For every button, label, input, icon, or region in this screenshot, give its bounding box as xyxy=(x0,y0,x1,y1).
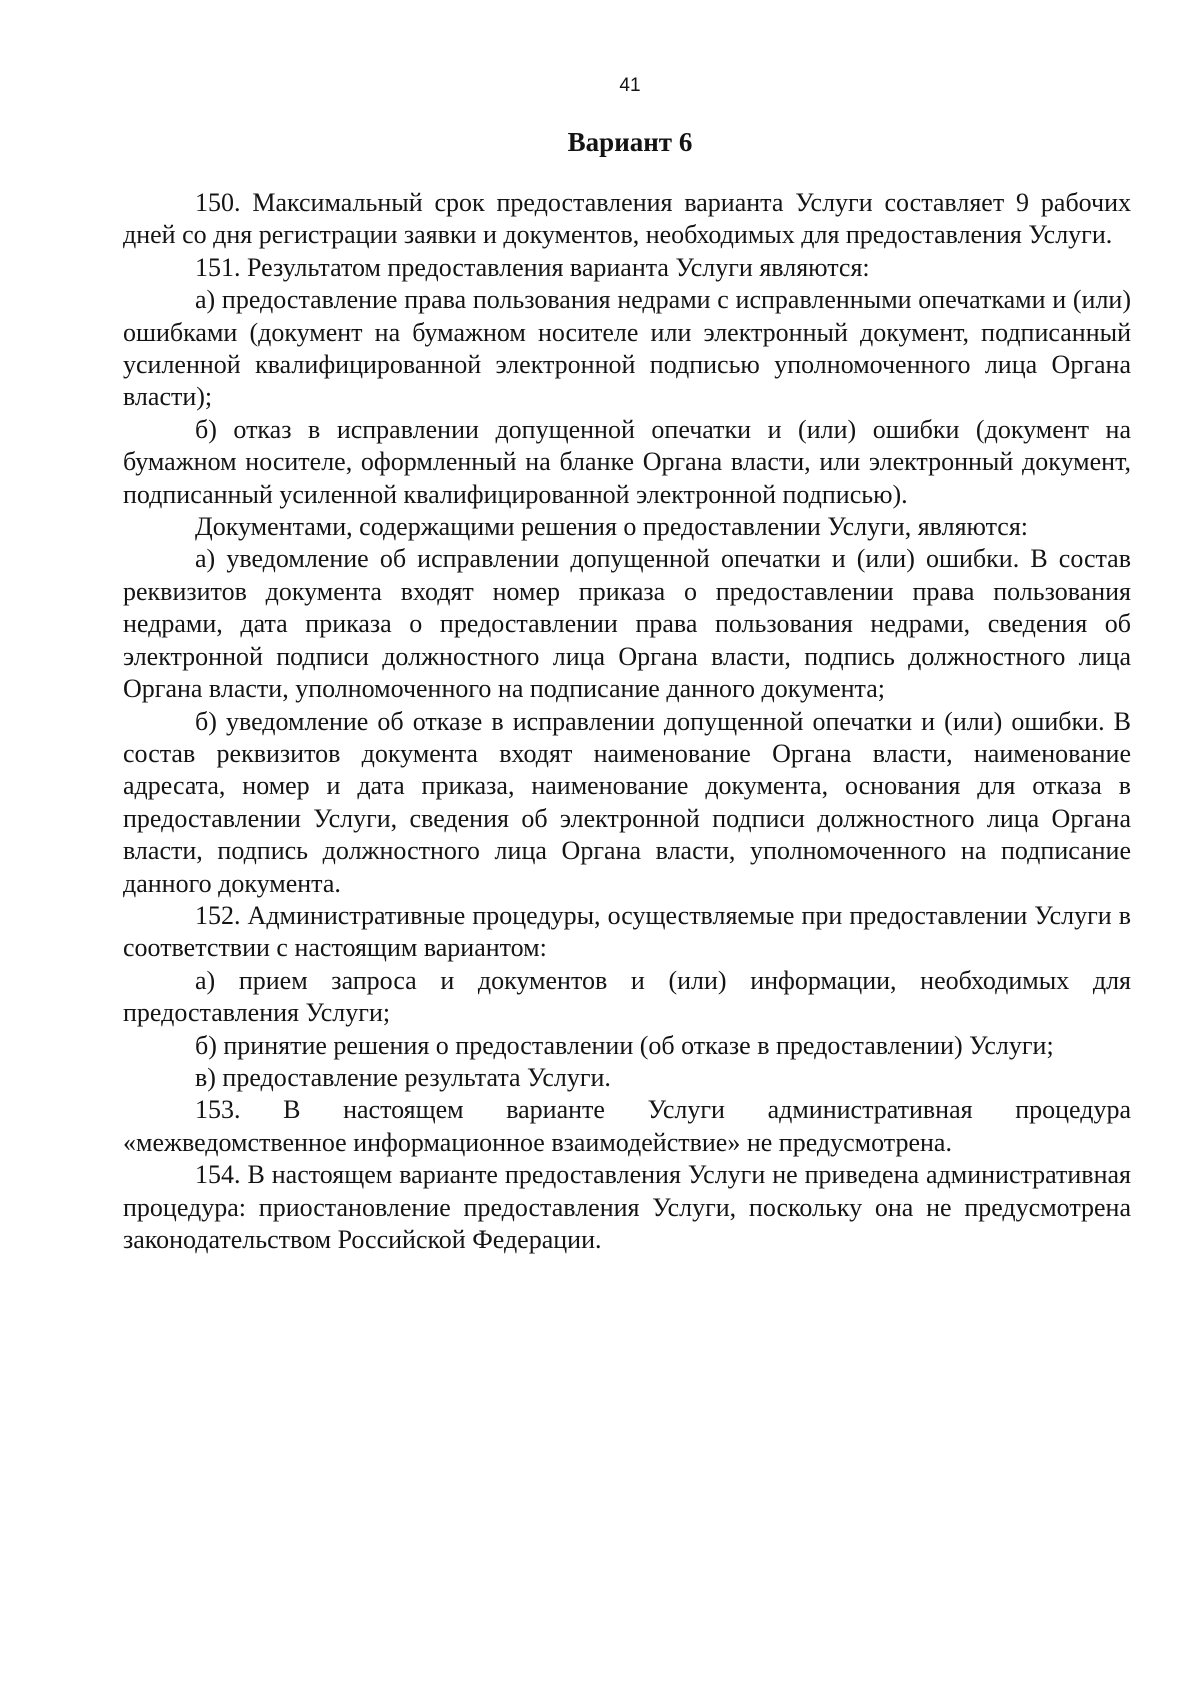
paragraph-151-a: а) предоставление права пользования недрами с исправленными опечатками и (или) ошибками (документ на бумажном носителе или электронный документ, подписанный усиленной квалифицированной электронной подписью уполномоченного лица Органа власти); xyxy=(123,285,1131,412)
paragraph-152: 152. Административные процедуры, осуществляемые при предоставлении Услуги в соответствии с настоящим вариантом: xyxy=(123,900,1131,963)
paragraph-151: 151. Результатом предоставления варианта Услуги являются: xyxy=(195,252,870,282)
paragraph-154: 154. В настоящем варианте предоставления Услуги не приведена административная процедура: приостановление предоставления Услуги, поскольку она не предусмотрена законодательством Российской Федерации. xyxy=(123,1160,1131,1254)
paragraph-152-a: а) прием запроса и документов и (или) информации, необходимых для предоставления Услуги; xyxy=(123,965,1131,1028)
paragraph-decision-documents: Документами, содержащими решения о предоставлении Услуги, являются: xyxy=(195,512,1029,542)
page-number: 41 xyxy=(619,75,641,96)
paragraph-150: 150. Максимальный срок предоставления варианта Услуги составляет 9 рабочих дней со дня регистрации заявки и документов, необходимых для предоставления Услуги. xyxy=(123,188,1131,250)
document-body xyxy=(123,187,1131,1256)
paragraph-decision-b: б) уведомление об отказе в исправлении допущенной опечатки и (или) ошибки. В состав реквизитов документа входят наименование Органа власти, наименование адресата, номер и дата приказа, наименование документа, основания для отказа в предоставлении Услуги, сведения об электронной подписи должностного лица Органа власти, подпись должностного лица Органа власти, уполномоченного на подписание данного документа. xyxy=(123,706,1131,898)
paragraph-153: 153. В настоящем варианте Услуги административная процедура «межведомственное информационное взаимодействие» не предусмотрена. xyxy=(123,1095,1131,1157)
paragraph-152-b: б) принятие решения о предоставлении (об отказе в предоставлении) Услуги; xyxy=(195,1030,1054,1060)
paragraph-151-b: б) отказ в исправлении допущенной опечатки и (или) ошибки (документ на бумажном носителе, оформленный на бланке Органа власти, или электронный документ, подписанный усиленной квалифицированной электронной подписью). xyxy=(123,414,1131,509)
paragraph-152-c: в) предоставление результата Услуги. xyxy=(195,1062,611,1092)
paragraph-decision-a: а) уведомление об исправлении допущенной опечатки и (или) ошибки. В состав реквизитов документа входят номер приказа о предоставлении права пользования недрами, дата приказа о предоставлении права пользования недрами, сведения об электронной подписи должностного лица Органа власти, подпись должностного лица Органа власти, уполномоченного на подписание данного документа; xyxy=(123,544,1131,704)
section-heading: Вариант 6 xyxy=(567,127,693,157)
